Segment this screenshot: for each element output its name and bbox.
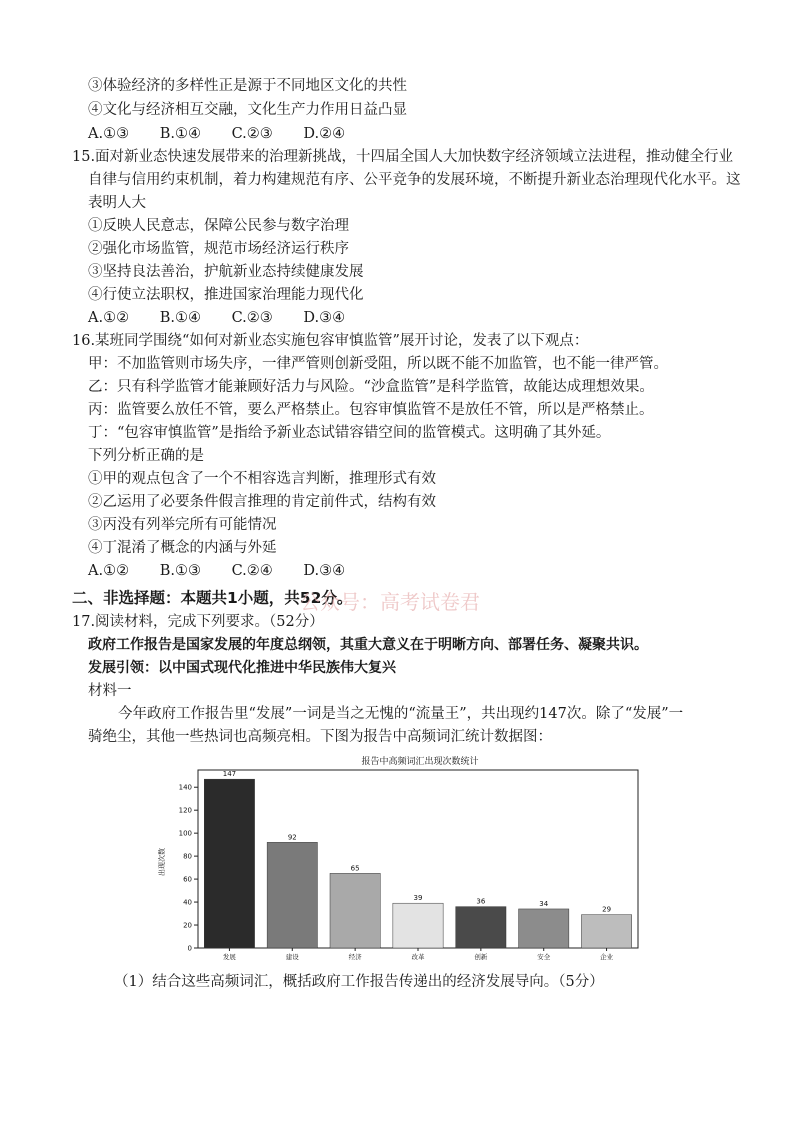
bar-value-label: 39 <box>413 894 423 903</box>
q15-choice-b[interactable]: B.①④ <box>159 310 201 326</box>
q16-view-ding: 丁：“包容审慎监管”是指给予新业态试错容错空间的监管模式。这明确了其外延。 <box>88 425 611 441</box>
bar-4 <box>393 903 443 948</box>
bar-chart <box>150 752 650 967</box>
x-tick-label: 经济 <box>348 953 362 961</box>
q14-choice-b[interactable]: B.①④ <box>159 126 201 142</box>
bar-value-label: 92 <box>287 833 297 842</box>
x-axis <box>223 948 614 961</box>
q16-choices <box>88 561 371 581</box>
q16-view-jia: 甲：不加监管则市场失序，一律严管则创新受阻，所以既不能不加监管，也不能一律严管。 <box>88 356 668 372</box>
q15-option-2: ②强化市场监管，规范市场经济运行秩序 <box>88 241 349 257</box>
q15-choice-a[interactable]: A.①② <box>88 310 130 326</box>
y-tick-label: 140 <box>178 783 192 792</box>
q16-view-yi: 乙：只有科学监管才能兼顾好活力与风险。“沙盒监管”是科学监管，故能达成理想效果。 <box>88 379 654 395</box>
q16-view-bing: 丙：监管要么放任不管，要么严格禁止。包容审慎监管不是放任不管，所以是严格禁止。 <box>88 402 654 418</box>
q17-guide: 发展引领：以中国式现代化推进中华民族伟大复兴 <box>88 660 396 676</box>
q17-para-line-2: 骑绝尘，其他一些热词也高频亮相。下图为报告中高频词汇统计数据图： <box>88 729 552 745</box>
q17-stem: 17.阅读材料，完成下列要求。（52分） <box>72 614 324 630</box>
q15-option-3: ③坚持良法善治，护航新业态持续健康发展 <box>88 264 364 280</box>
section-heading: 二、非选择题：本题共1小题，共52分。 <box>72 589 353 607</box>
chart-ylabel: 出现次数 <box>158 848 166 876</box>
q16-option-1: ①甲的观点包含了一个不相容选言判断，推理形式有效 <box>88 471 436 487</box>
y-tick-label: 0 <box>187 944 192 953</box>
bar-2 <box>267 842 317 948</box>
q15-stem-line-3: 表明人大 <box>88 195 146 211</box>
q16-choice-b[interactable]: B.①③ <box>159 563 201 579</box>
x-tick-label: 企业 <box>600 953 614 961</box>
q15-option-1: ①反映人民意志，保障公民参与数字治理 <box>88 218 349 234</box>
y-tick-label: 60 <box>183 875 192 884</box>
q16-choice-d[interactable]: D.③④ <box>303 563 346 579</box>
bar-value-label: 65 <box>350 864 360 873</box>
q16-option-3: ③丙没有列举完所有可能情况 <box>88 517 277 533</box>
q17-material-label: 材料一 <box>88 683 132 699</box>
x-tick-label: 建设 <box>285 953 299 961</box>
q16-option-4: ④丁混淆了概念的内涵与外延 <box>88 540 277 556</box>
q14-option-3: ③体验经济的多样性正是源于不同地区文化的共性 <box>88 78 407 94</box>
q14-choice-a[interactable]: A.①③ <box>88 126 130 142</box>
q17-para-line-1: 今年政府工作报告里“发展”一词是当之无愧的“流量王”，共出现约147次。除了“发展”一 <box>118 706 684 722</box>
x-tick-label: 发展 <box>222 953 236 961</box>
bar-value-label: 147 <box>222 770 237 779</box>
x-tick-label: 安全 <box>537 953 551 961</box>
y-axis <box>179 784 198 953</box>
bar-5 <box>456 907 506 948</box>
q16-stem: 16.某班同学围绕“如何对新业态实施包容审慎监管”展开讨论，发表了以下观点： <box>72 333 589 349</box>
q16-ask: 下列分析正确的是 <box>88 448 204 464</box>
x-tick-label: 改革 <box>411 953 425 961</box>
q15-choices <box>88 308 371 328</box>
q17-lead: 政府工作报告是国家发展的年度总纲领，其重大意义在于明晰方向、部署任务、凝聚共识。 <box>88 637 648 653</box>
q17-subquestion-1: （1）结合这些高频词汇，概括政府工作报告传递出的经济发展导向。（5分） <box>114 974 604 990</box>
q15-choice-d[interactable]: D.③④ <box>303 310 346 326</box>
y-tick-label: 80 <box>183 852 192 861</box>
bars-group <box>204 770 631 948</box>
x-tick-label: 创新 <box>474 953 488 961</box>
q14-choice-d[interactable]: D.②④ <box>303 126 346 142</box>
q15-choice-c[interactable]: C.②③ <box>231 310 273 326</box>
y-tick-label: 100 <box>178 829 192 838</box>
bar-6 <box>519 909 569 948</box>
watermark-text: 公众号：高考试卷君 <box>300 590 480 614</box>
bar-value-label: 36 <box>476 897 486 906</box>
q14-choices <box>88 124 371 144</box>
q15-option-4: ④行使立法职权，推进国家治理能力现代化 <box>88 287 364 303</box>
q15-stem-line-2: 自律与信用约束机制，着力构建规范有序、公平竞争的发展环境，不断提升新业态治理现代化水平。这 <box>88 172 741 188</box>
y-tick-label: 120 <box>178 806 192 815</box>
bar-7 <box>581 915 631 948</box>
q14-option-4: ④文化与经济相互交融，文化生产力作用日益凸显 <box>88 102 407 118</box>
q15-stem-line-1: 15.面对新业态快速发展带来的治理新挑战，十四届全国人大加快数字经济领域立法进程，推动健全行业 <box>72 149 734 165</box>
y-tick-label: 20 <box>183 921 192 930</box>
bar-1 <box>204 779 254 948</box>
bar-3 <box>330 873 380 948</box>
bar-value-label: 34 <box>539 899 549 908</box>
y-tick-label: 40 <box>183 898 192 907</box>
q16-choice-a[interactable]: A.①② <box>88 563 130 579</box>
chart-title: 报告中高频词汇出现次数统计 <box>361 757 479 767</box>
bar-value-label: 29 <box>602 905 612 914</box>
q16-choice-c[interactable]: C.②④ <box>231 563 273 579</box>
q16-option-2: ②乙运用了必要条件假言推理的肯定前件式，结构有效 <box>88 494 436 510</box>
q14-choice-c[interactable]: C.②③ <box>231 126 273 142</box>
